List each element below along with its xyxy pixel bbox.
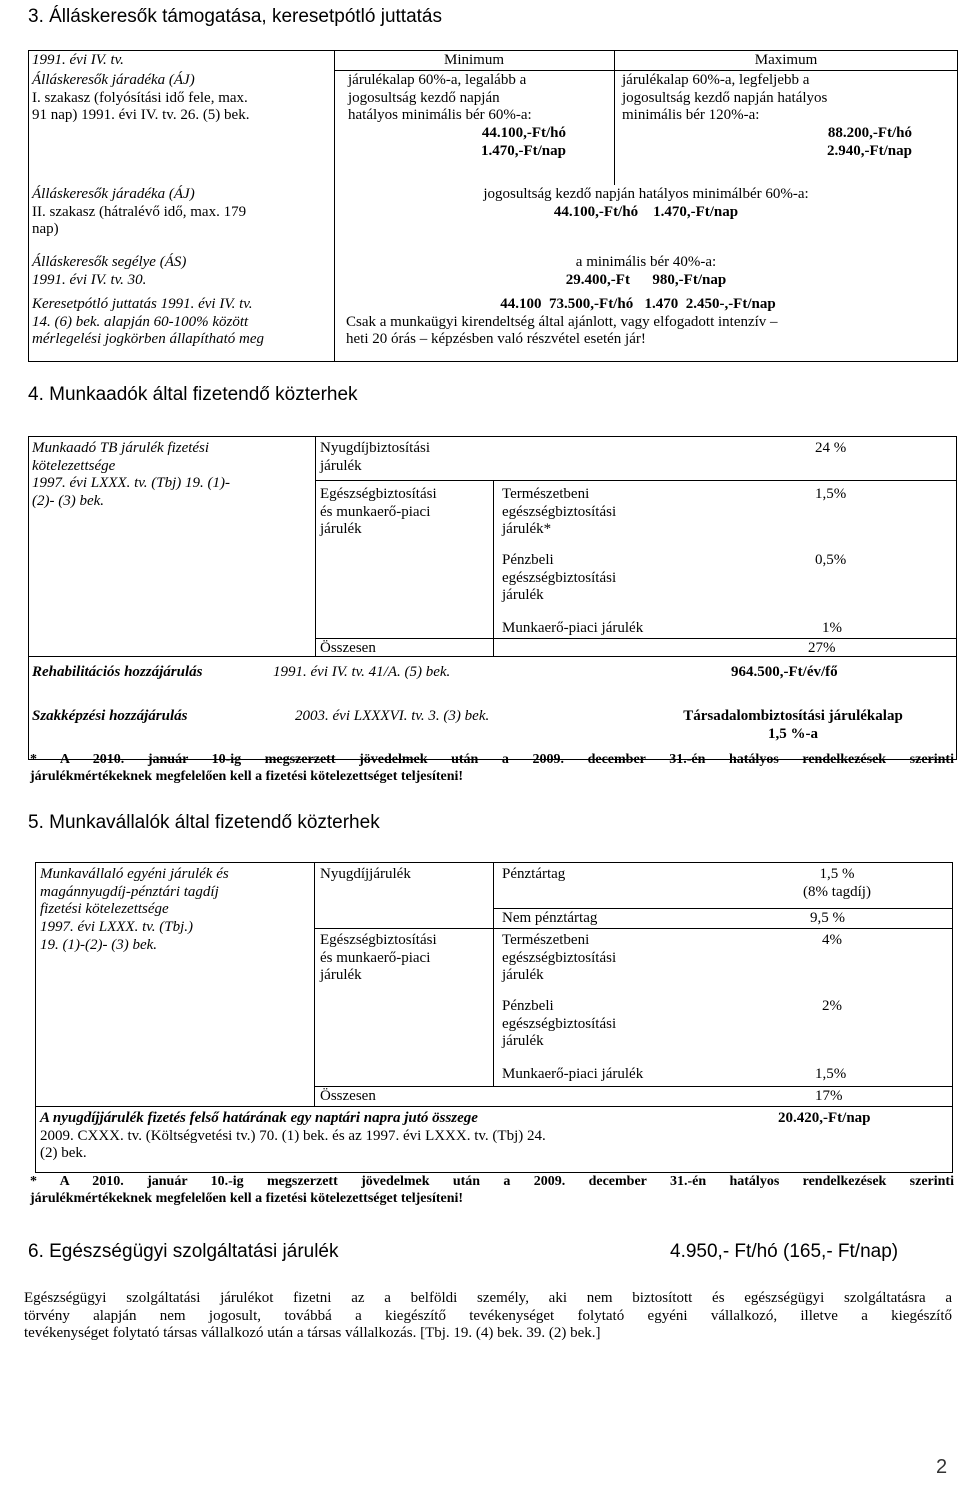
section-6-value: 4.950,- Ft/hó (165,- Ft/nap) <box>670 1241 899 1262</box>
employee-in-kind-label: Természetbeni egészségbiztosítási járulék <box>502 932 617 984</box>
section-4-heading: 4. Munkaadók által fizetendő közterhek <box>28 384 358 405</box>
pension-contribution-value: 24 % <box>815 440 847 456</box>
rehab-law: 1991. évi IV. tv. 41/A. (5) bek. <box>273 664 451 680</box>
row-aj1-label: Álláskeresők járadéka (ÁJ) I. szakasz (folyósítási idő fele, max. 91 nap) 1991. évi IV. tv. 26. (5) bek. <box>32 72 250 124</box>
row-kp-label: Keresetpótló juttatás 1991. évi IV. tv. 14. (6) bek. alapján 60-100% között mérlegelési jogkörben állapítható meg <box>32 296 265 348</box>
section-5-heading: 5. Munkavállalók által fizetendő közterhek <box>28 812 380 833</box>
vocational-value: Társadalombiztosítási járulékalap 1,5 %-a <box>683 708 903 742</box>
law-reference: 1991. évi IV. tv. <box>32 52 124 68</box>
employee-labour-label: Munkaerő-piaci járulék <box>502 1066 644 1082</box>
fund-member-value: 1,5 % (8% tagdíj) <box>803 866 871 900</box>
pension-label: Nyugdíjjárulék <box>320 866 411 882</box>
section-5-footnote: * A 2010. január 10.-ig megszerzett jövedelmek után a 2009. december 31.-én hatályos rendelkezések szerinti járulékmértékeknek megfelelően kell a fizetési kötelezettséget teljesíteni! <box>30 1174 954 1206</box>
in-kind-health-value: 1,5% <box>815 486 847 502</box>
section-4-footnote: * A 2010. január 10-ig megszerzett jövedelmek után a 2009. december 31.-én hatályos rendelkezések szerinti járulékmértékeknek megfelelően kell a fizetési kötelezettséget teljesíteni! <box>30 752 954 784</box>
employee-cash-value: 2% <box>822 998 842 1014</box>
section-6-heading: 6. Egészségügyi szolgáltatási járulék <box>28 1241 339 1262</box>
fund-member-label: Pénztártag <box>502 866 566 882</box>
section-3-heading: 3. Álláskeresők támogatása, keresetpótló juttatás <box>28 6 443 27</box>
labour-market-value: 1% <box>822 620 842 636</box>
row-aj2-value: jogosultság kezdő napján hatályos minimálbér 60%-a: 44.100,-Ft/hó 1.470,-Ft/nap <box>483 186 809 220</box>
employee-labour-value: 1,5% <box>815 1066 847 1082</box>
in-kind-health-label: Természetbeni egészségbiztosítási járulék* <box>502 486 617 538</box>
section-6-paragraph: Egészségügyi szolgáltatási járulékot fizetni az a belföldi személy, aki nem biztosított és egészségügyi szolgáltatásra a törvény alapján nem jogosult, továbbá a kiegészítő tevékenységet folytató egyéni vállalkozó, illetve a kiegészítő tevékenységet folytató társas vállalkozó után a társas vállalkozás. [Tbj. 19. (4) bek. 39. (2) bek.] <box>24 1290 952 1342</box>
labour-market-label: Munkaerő-piaci járulék <box>502 620 644 636</box>
employee-left-label: Munkavállaló egyéni járulék és magánnyugdíj-pénztári tagdíj fizetési kötelezettsége 1997. évi LXXX. tv. (Tbj.) 19. (1)-(2)- (3) bek. <box>40 866 229 953</box>
non-member-label: Nem pénztártag <box>502 910 598 926</box>
employee-total-value: 17% <box>815 1088 843 1104</box>
employer-left-label: Munkaadó TB járulék fizetési kötelezettsége 1997. évi LXXX. tv. (Tbj) 19. (1)- (2)- (3) bek. <box>32 440 231 510</box>
row-as-value: a minimális bér 40%-a: 29.400,-Ft 980,-Ft/nap <box>565 254 727 288</box>
row-as-label: Álláskeresők segélye (ÁS) 1991. évi IV. tv. 30. <box>32 254 187 288</box>
row-kp-value: 44.100 73.500,-Ft/hó 1.470 2.450-,-Ft/nap Csak a munkaügyi kirendeltség által ajánlott, vagy elfogadott intenzív – heti 20 órás – képzésben való részvétel esetén jár! <box>346 296 778 348</box>
pension-cap-label: A nyugdíjjárulék fizetés felső határának egy naptári napra jutó összege 2009. CXXX. tv. (Költségvetési tv.) 70. (1) bek. és az 1997. évi LXXX. tv. (Tbj) 24. (2) bek. <box>40 1110 546 1162</box>
vocational-law: 2003. évi LXXXVI. tv. 3. (3) bek. <box>295 708 490 724</box>
total-label: Összesen <box>320 640 376 656</box>
pension-cap-value: 20.420,-Ft/nap <box>778 1110 871 1126</box>
rehab-value: 964.500,-Ft/év/fő <box>731 664 838 680</box>
rehab-label: Rehabilitációs hozzájárulás <box>32 664 203 680</box>
page-number: 2 <box>936 1456 948 1478</box>
total-value: 27% <box>808 640 836 656</box>
health-labour-label: Egészségbiztosítási és munkaerő-piaci járulék <box>320 486 437 538</box>
row-aj1-maximum: járulékalap 60%-a, legfeljebb a jogosultság kezdő napján hatályos minimális bér 120%-a: 88.200,-Ft/hó 2.940,-Ft/nap <box>622 72 912 159</box>
non-member-value: 9,5 % <box>810 910 845 926</box>
vocational-label: Szakképzési hozzájárulás <box>32 708 188 724</box>
employee-health-label: Egészségbiztosítási és munkaerő-piaci járulék <box>320 932 437 984</box>
row-aj2-label: Álláskeresők járadéka (ÁJ) II. szakasz (hátralévő idő, max. 179 nap) <box>32 186 247 238</box>
row-aj1-minimum: járulékalap 60%-a, legalább a jogosultság kezdő napján hatályos minimális bér 60%-a: 44.100,-Ft/hó 1.470,-Ft/nap <box>348 72 566 159</box>
col-maximum: Maximum <box>754 52 818 68</box>
pension-contribution-label: Nyugdíjbiztosítási járulék <box>320 440 430 474</box>
cash-health-label: Pénzbeli egészségbiztosítási járulék <box>502 552 617 604</box>
employee-in-kind-value: 4% <box>822 932 842 948</box>
employee-cash-label: Pénzbeli egészségbiztosítási járulék <box>502 998 617 1050</box>
col-minimum: Minimum <box>443 52 504 68</box>
cash-health-value: 0,5% <box>815 552 847 568</box>
employee-total-label: Összesen <box>320 1088 376 1104</box>
